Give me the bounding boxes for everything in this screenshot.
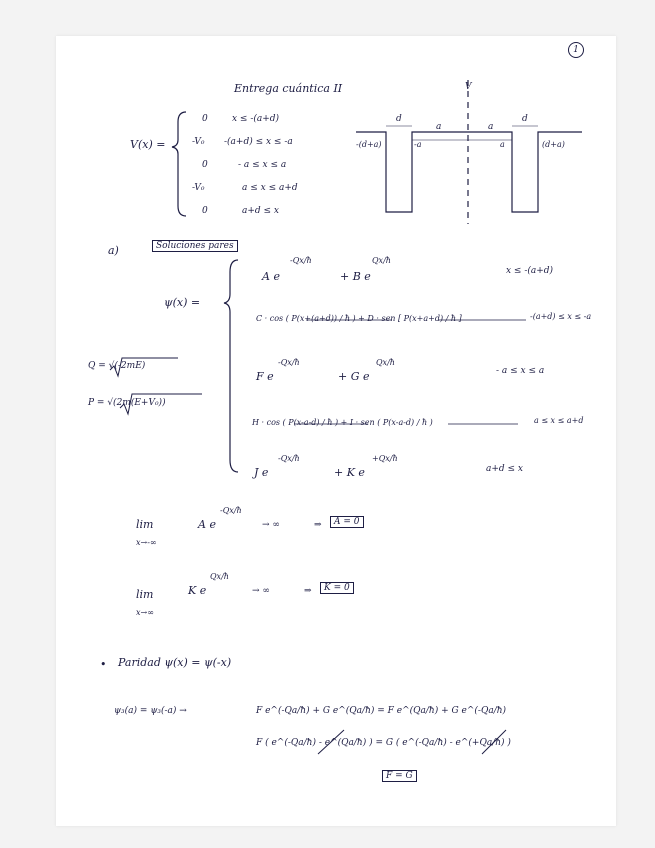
diagram-right-inner: a	[500, 140, 505, 149]
limit-arrow: → ∞	[262, 520, 280, 530]
diagram-left-edge: -(d+a)	[356, 140, 382, 149]
diagram-top-label: d	[396, 114, 402, 124]
limit-expression: A e	[198, 518, 216, 531]
case-condition: a ≤ x ≤ a+d	[534, 416, 584, 425]
potential-cond: a+d ≤ x	[242, 206, 280, 216]
case-term: + B e	[340, 270, 371, 283]
parity-rhs: F e^(-Qa/ħ) + G e^(Qa/ħ) = F e^(Qa/ħ) + G e^(-Qa/ħ)	[256, 706, 507, 716]
potential-value: -V₀	[192, 183, 205, 193]
parity-line2: F ( e^(-Qa/ħ) - e^(Qa/ħ) ) = G ( e^(-Qa/ħ) - e^(+Qa/ħ) )	[256, 738, 511, 748]
case-exponent: -Qx/ħ	[290, 256, 312, 265]
limit-result: A = 0	[330, 516, 364, 528]
case-exponent: Qx/ħ	[372, 256, 391, 265]
limit-label: lim	[136, 518, 154, 531]
page-number: 1	[568, 42, 584, 58]
limit-result: K = 0	[320, 582, 354, 594]
parity-bullet: •	[100, 658, 107, 671]
potential-value: 0	[202, 160, 208, 170]
potential-value: 0	[202, 114, 208, 124]
case-exponent: Qx/ħ	[376, 358, 395, 367]
case-condition: x ≤ -(a+d)	[506, 266, 554, 276]
limit-exponent: -Qx/ħ	[220, 506, 242, 515]
parity-result: F = G	[382, 770, 417, 782]
limit-subscript: x→∞	[136, 608, 154, 617]
parity-lhs: ψ₃(a) = ψ₃(-a) →	[114, 706, 187, 716]
potential-cond: x ≤ -(a+d)	[232, 114, 280, 124]
case-term: + K e	[334, 466, 365, 479]
potential-cond: - a ≤ x ≤ a	[238, 160, 287, 170]
limit-implies: ⇒	[314, 520, 322, 530]
case-condition: -(a+d) ≤ x ≤ -a	[530, 312, 592, 321]
potential-lhs: V(x) =	[130, 138, 166, 151]
psi-brace	[224, 260, 238, 472]
diagram-left-inner: -a	[414, 140, 422, 149]
case-condition: a+d ≤ x	[486, 464, 524, 474]
case-term: J e	[254, 466, 269, 479]
limit-expression: K e	[188, 584, 207, 597]
case-term: + G e	[338, 370, 370, 383]
q-definition: Q = √(-2mE)	[88, 361, 146, 371]
potential-diagram	[356, 80, 582, 224]
case-exponent: -Qx/ħ	[278, 454, 300, 463]
potential-value: 0	[202, 206, 208, 216]
limit-arrow: → ∞	[252, 586, 270, 596]
page-title: Entrega cuántica II	[234, 82, 343, 95]
psi-lhs: ψ(x) =	[164, 296, 201, 309]
case-exponent: +Qx/ħ	[372, 454, 398, 463]
case-term: A e	[262, 270, 280, 283]
p-definition: P = √(2m(E+V₀))	[88, 398, 166, 408]
section-label: a)	[108, 244, 119, 257]
boxed-heading: Soluciones pares	[152, 240, 238, 252]
case-expression: C · cos ( P(x+(a+d)) / ħ ) + D · sen [ P(x+a+d) / ħ ]	[256, 314, 462, 323]
limit-label: lim	[136, 588, 154, 601]
case-condition: - a ≤ x ≤ a	[496, 366, 545, 376]
potential-cond: -(a+d) ≤ x ≤ -a	[224, 137, 293, 147]
potential-brace	[172, 112, 186, 216]
diagram-top-label: a	[488, 122, 494, 132]
diagram-v-label: V	[465, 82, 472, 92]
notebook-page	[56, 36, 616, 826]
case-exponent: -Qx/ħ	[278, 358, 300, 367]
diagram-top-label: d	[522, 114, 528, 124]
diagram-top-label: a	[436, 122, 442, 132]
limit-exponent: Qx/ħ	[210, 572, 229, 581]
limit-implies: ⇒	[304, 586, 312, 596]
case-expression: H · cos ( P(x-a-d) / ħ ) + I · sen ( P(x-a-d) / ħ )	[252, 418, 433, 427]
potential-cond: a ≤ x ≤ a+d	[242, 183, 298, 193]
diagram-right-edge: (d+a)	[542, 140, 565, 149]
case-term: F e	[256, 370, 274, 383]
potential-value: -V₀	[192, 137, 205, 147]
limit-subscript: x→-∞	[136, 538, 157, 547]
parity-title: Paridad ψ(x) = ψ(-x)	[118, 656, 232, 669]
